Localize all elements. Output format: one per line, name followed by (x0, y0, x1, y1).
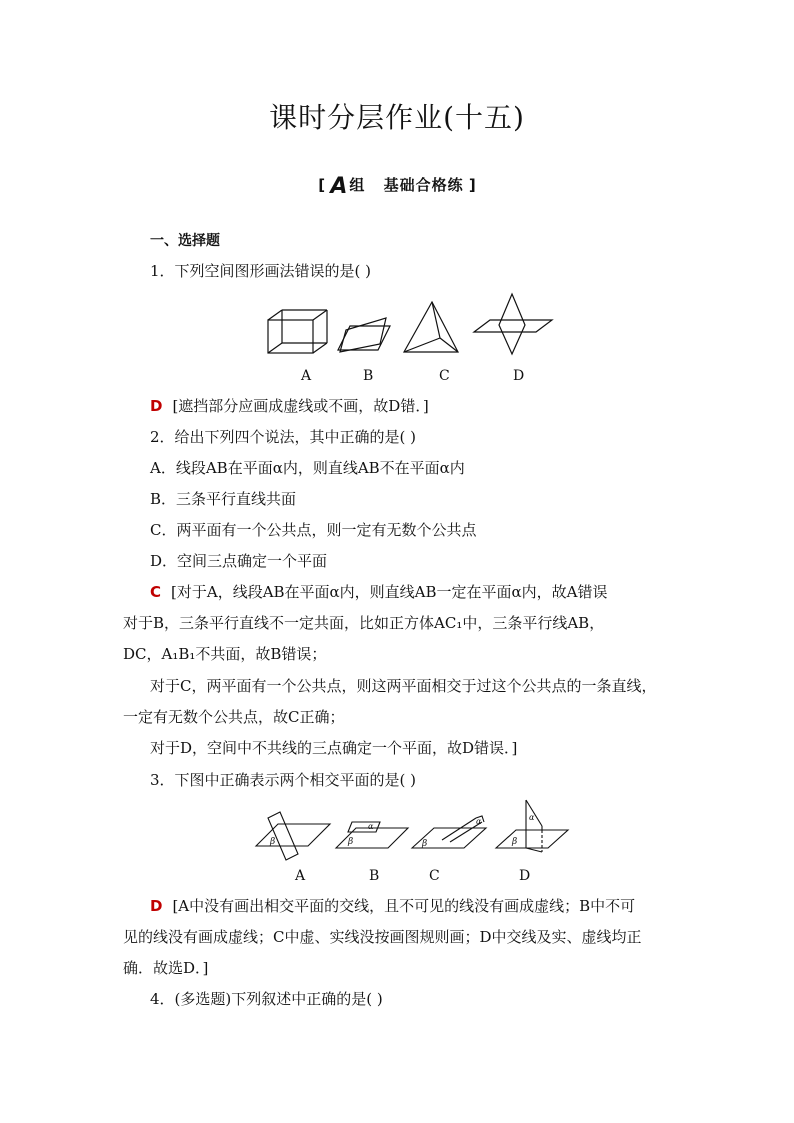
q1-option-c-label: C (439, 368, 450, 384)
svg-text:β: β (270, 837, 276, 847)
q1-figures (262, 290, 562, 360)
svg-text:β: β (348, 837, 354, 847)
q2-exp-3: DC，A₁B₁不共面，故B错误； (123, 645, 327, 663)
group-badge: A (330, 174, 348, 199)
q1-option-b-label: B (363, 368, 374, 384)
group-bracket-open: [ (318, 176, 326, 194)
group-bracket-close: ] (468, 176, 476, 194)
q1-option-d-label: D (513, 368, 525, 384)
group-heading (0, 174, 794, 199)
q1-explanation: [遮挡部分应画成虚线或不画，故D错．] (172, 397, 429, 415)
q2-exp-1: [对于A，线段AB在平面α内，则直线AB一定在平面α内，故A错误 (171, 583, 608, 601)
q2-stem: 2．给出下列四个说法，其中正确的是( ) (150, 428, 417, 446)
q2-answer: C (150, 583, 162, 601)
q3-option-c-label: C (429, 868, 440, 884)
q2-option-b: B．三条平行直线共面 (150, 490, 297, 508)
q3-figure-c (412, 816, 486, 849)
q3-answer-line (150, 896, 635, 916)
svg-text:β: β (422, 839, 428, 849)
svg-text:α: α (476, 817, 482, 826)
q3-figures (250, 796, 580, 860)
q2-exp-5: 一定有无数个公共点，故C正确； (123, 708, 345, 726)
q2-option-d: D．空间三点确定一个平面 (150, 552, 328, 570)
q3-figure-a (256, 812, 330, 860)
svg-text:α: α (529, 813, 535, 822)
section-heading: 一、选择题 (150, 233, 220, 249)
q4-stem: 4．(多选题)下列叙述中正确的是( ) (150, 990, 383, 1008)
q3-exp-2: 见的线没有画成虚线；C中虚、实线没按画图规则画；D中交线及实、虚线均正 (123, 928, 642, 946)
q3-exp-1: [A中没有画出相交平面的交线，且不可见的线没有画成虚线；B中不可 (172, 897, 636, 915)
q1-figure-c-pyramid (404, 302, 458, 352)
q2-exp-6: 对于D，空间中不共线的三点确定一个平面，故D错误．] (150, 739, 518, 757)
q1-option-a-label: A (301, 368, 312, 384)
group-label: 基础合格练 (383, 176, 464, 194)
q2-option-a: A．线段AB在平面α内，则直线AB不在平面α内 (150, 459, 465, 477)
svg-text:β: β (512, 837, 518, 847)
q3-option-b-label: B (369, 868, 380, 884)
q3-exp-3: 确．故选D．] (123, 959, 209, 977)
q2-exp-4: 对于C，两平面有一个公共点，则这两平面相交于过这个公共点的一条直线， (150, 677, 657, 695)
q2-answer-line (150, 582, 608, 602)
q3-option-a-label: A (295, 868, 306, 884)
q1-answer-line (150, 396, 429, 416)
q3-figure-b (336, 822, 408, 848)
q1-figure-d-crossing-planes (474, 294, 552, 354)
q1-stem: 1．下列空间图形画法错误的是( ) (150, 262, 372, 280)
q1-figure-b-planes (338, 318, 390, 352)
q3-figure-d (496, 800, 568, 852)
svg-text:α: α (368, 822, 374, 831)
q3-stem: 3．下图中正确表示两个相交平面的是( ) (150, 771, 417, 789)
page-title: 课时分层作业(十五) (269, 101, 525, 134)
q1-figure-a-cuboid (268, 310, 327, 353)
q3-answer: D (150, 897, 163, 915)
q2-option-c: C．两平面有一个公共点，则一定有无数个公共点 (150, 521, 477, 539)
q2-exp-2: 对于B，三条平行直线不一定共面，比如正方体AC₁中，三条平行线AB， (123, 614, 605, 632)
group-name: 组 (349, 176, 365, 194)
q3-option-d-label: D (519, 868, 531, 884)
q1-answer: D (150, 397, 163, 415)
